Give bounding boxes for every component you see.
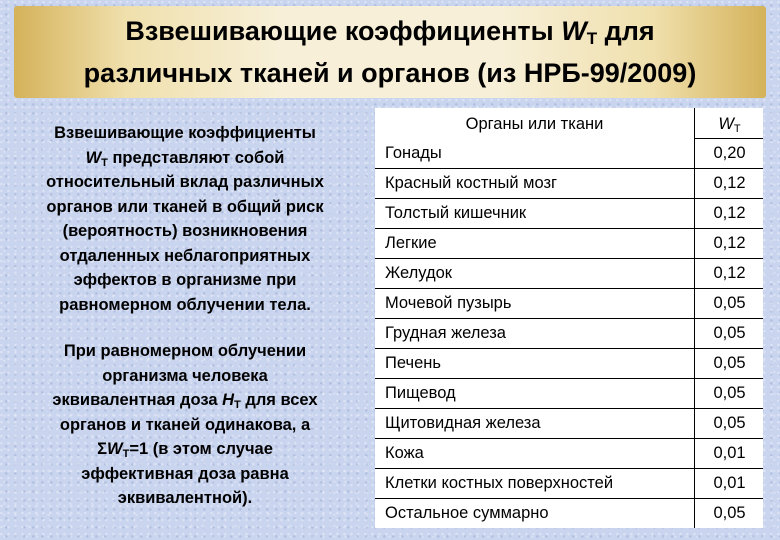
sigma-symbol: Σ [97, 440, 107, 458]
text: представляют собой [107, 148, 285, 167]
table-cell-organ: Мочевой пузырь [385, 294, 512, 312]
header-divider [694, 138, 763, 139]
text-line: относительный вклад различных [46, 173, 324, 191]
table-cell-value: 0,01 [713, 474, 746, 492]
table-cell-organ: Печень [385, 354, 441, 372]
page-title-line-2: различных тканей и органов (из НРБ-99/2009) [83, 58, 697, 88]
table-header-coefficient [696, 114, 763, 134]
row-divider [375, 438, 763, 439]
table-cell-value: 0,12 [713, 174, 746, 192]
subscript: T [234, 399, 241, 411]
table-cell-organ: Остальное суммарно [385, 504, 549, 522]
title-suffix: для [597, 16, 655, 46]
row-divider [375, 348, 763, 349]
table-cell-value: 0,05 [713, 324, 746, 342]
text-line: эффективная доза равна [81, 464, 289, 483]
table-cell-organ: Клетки костных поверхностей [385, 474, 614, 492]
table-cell-organ: Желудок [385, 264, 453, 282]
symbol: W [107, 440, 123, 458]
table-cell-organ: Щитовидная железа [385, 414, 541, 432]
title-text: Взвешивающие коэффициенты [125, 16, 562, 46]
text-line: органов или тканей в общий риск [46, 197, 324, 216]
row-divider [375, 498, 763, 499]
text-line: (вероятность) возникновения [62, 222, 308, 240]
text-line: равномерном облучении тела. [59, 295, 311, 314]
table-cell-value: 0,05 [713, 504, 746, 522]
title-subscript: T [586, 29, 598, 48]
table-cell-value: 0,05 [713, 414, 746, 432]
subscript: T [122, 448, 130, 460]
description-paragraph-2 [6, 339, 364, 511]
text-line: эффектов в организме при [73, 271, 297, 289]
table-cell-value: 0,01 [713, 444, 746, 462]
row-divider [375, 318, 763, 319]
row-divider [375, 228, 763, 229]
subscript: T [733, 123, 741, 135]
row-divider [375, 378, 763, 379]
table-cell-value: 0,20 [713, 144, 746, 162]
text-line: Взвешивающие коэффициенты [54, 124, 316, 142]
text-line [6, 437, 364, 462]
table-header-organ: Органы или ткани [465, 115, 604, 133]
text: =1 (в этом случае [129, 440, 273, 458]
text: для всех [240, 391, 318, 409]
text-line: эквивалентной). [117, 489, 253, 507]
text-line: органов и тканей одинакова, а [59, 415, 311, 434]
table-cell-value: 0,12 [713, 204, 746, 222]
row-divider [375, 168, 763, 169]
symbol: W [85, 148, 102, 167]
title-symbol: W [561, 16, 587, 46]
subscript: T [101, 156, 108, 169]
table-cell-organ: Кожа [385, 444, 424, 462]
table-cell-value: 0,12 [713, 234, 746, 252]
row-divider [375, 258, 763, 259]
table-cell-organ: Толстый кишечник [385, 204, 527, 222]
text-line: отдаленных неблагоприятных [59, 246, 311, 265]
row-divider [375, 198, 763, 199]
table-cell-organ: Красный костный мозг [385, 174, 558, 192]
table-cell-value: 0,05 [713, 354, 746, 372]
text-line: При равномерном облучении [63, 342, 307, 360]
table-cell-organ: Грудная железа [385, 324, 506, 342]
table-cell-value: 0,05 [713, 384, 746, 402]
row-divider [375, 408, 763, 409]
table-cell-organ: Легкие [385, 234, 437, 252]
text-line [6, 146, 364, 171]
text-line: организма человека [102, 366, 268, 385]
row-divider [375, 468, 763, 469]
table-cell-organ: Пищевод [385, 384, 456, 402]
description-paragraph-1 [6, 121, 364, 317]
table-cell-value: 0,05 [713, 294, 746, 312]
symbol: H [222, 391, 235, 409]
page-title-line-1 [14, 14, 766, 48]
row-divider [375, 288, 763, 289]
symbol: W [718, 115, 734, 133]
text-line [6, 388, 364, 413]
table-cell-value: 0,12 [713, 264, 746, 282]
table-cell-organ: Гонады [385, 144, 442, 162]
text: эквивалентная доза [52, 391, 223, 409]
